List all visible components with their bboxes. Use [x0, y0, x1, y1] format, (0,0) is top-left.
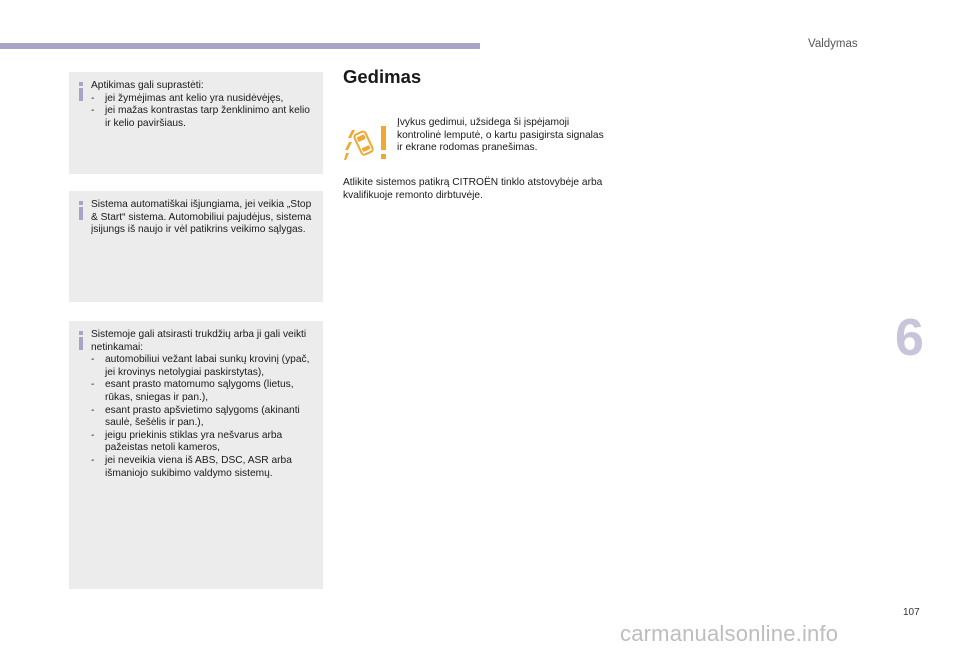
list-item: - jei žymėjimas ant kelio yra nusidėvėjęs, — [91, 93, 317, 106]
list-item: - jei neveikia viena iš ABS, DSC, ASR arba išmaniojo sukibimo valdymo sistemų. — [91, 455, 317, 480]
list-item: - automobiliui vežant labai sunkų krovinį (ypač, jei krovinys netolygiai paskirstytas), — [91, 354, 317, 379]
page-number: 107 — [903, 607, 920, 618]
header-accent-bar — [0, 43, 480, 49]
list-item: - esant prasto matomumo sąlygoms (lietus, rūkas, sniegas ir pan.), — [91, 379, 317, 404]
fault-lamp-text: Įvykus gedimui, užsidega ši įspėjamoji kontrolinė lemputė, o kartu pasigirsta signalas ir ekrane rodomas pranešimas. — [397, 117, 604, 154]
fault-service-text: Atlikite sistemos patikrą CITROËN tinklo atstovybėje arba kvalifikuoje remonto dirbtuvėje. — [343, 177, 603, 201]
info-note-stop-start — [69, 191, 323, 302]
note-text: Sistema automatiškai išjungiama, jei veikia „Stop & Start“ sistema. Automobiliui pajudėjus, sistema įsijungs iš naujo ir vėl patikrins veikimo sąlygas. — [91, 199, 312, 236]
fault-heading: Gedimas — [343, 66, 422, 87]
note-list — [91, 354, 317, 480]
note-list — [91, 93, 317, 131]
info-note-interference — [69, 321, 323, 589]
list-item: - esant prasto apšvietimo sąlygoms (akinanti saulė, šešėlis ir pan.), — [91, 405, 317, 430]
info-icon — [77, 82, 87, 102]
lane-departure-warning-icon — [344, 120, 390, 162]
note-intro: Aptikimas gali suprastėti: — [91, 80, 204, 91]
section-title: Valdymas — [808, 38, 858, 50]
info-note-detection — [69, 72, 323, 174]
info-icon — [77, 201, 87, 221]
info-icon — [77, 331, 87, 351]
chapter-number: 6 — [895, 309, 924, 367]
list-item: - jei mažas kontrastas tarp ženklinimo ant kelio ir kelio paviršiaus. — [91, 105, 317, 130]
note-intro: Sistemoje gali atsirasti trukdžių arba ji gali veikti netinkamai: — [91, 329, 307, 353]
list-item: - jeigu priekinis stiklas yra nešvarus arba pažeistas netoli kameros, — [91, 430, 317, 455]
watermark: carmanualsonline.info — [620, 621, 839, 646]
